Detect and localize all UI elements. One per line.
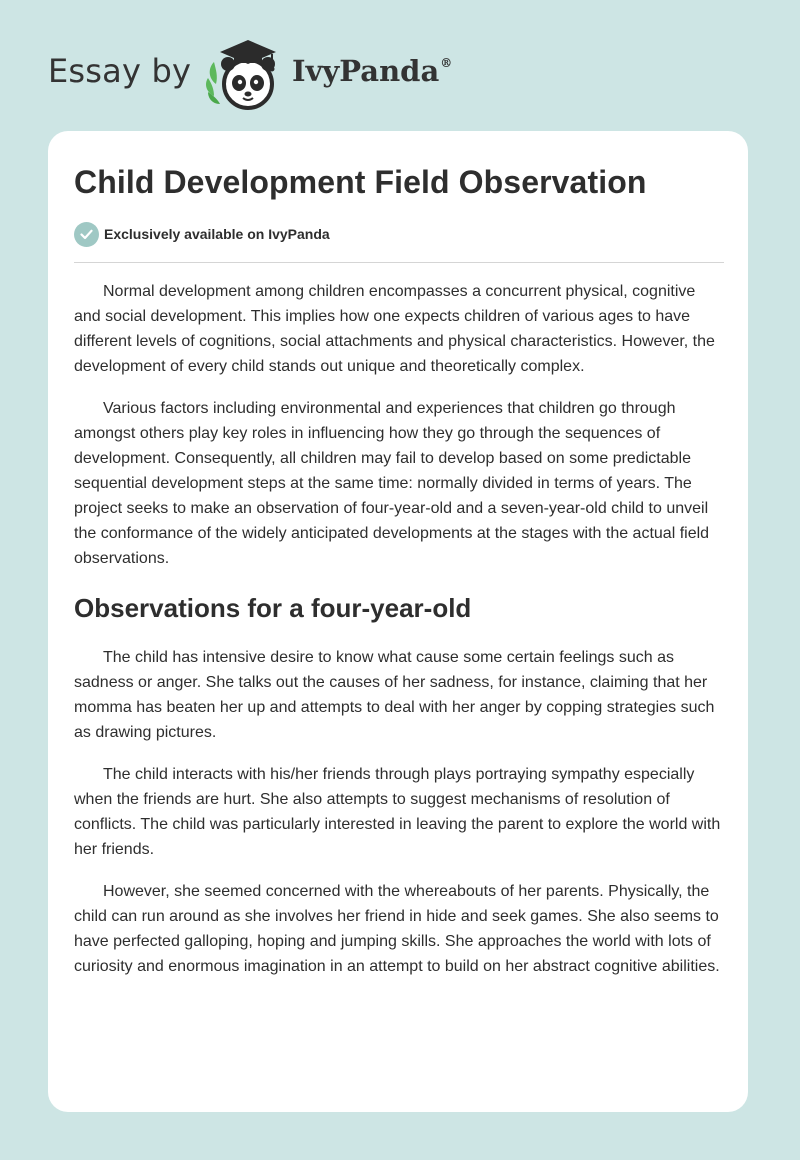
panda-graduate-icon[interactable]: [200, 34, 296, 112]
paragraph: Various factors including environmental and experiences that children go through amongst others play key roles in influencing how they go through the sequences of development. Consequently, all children may fail to develop based on some predictable sequential development steps at the same time: normally divided in terms of years. The project seeks to make an observation of four-year-old and a seven-year-old child to unveil the conformance of the widely anticipated developments at the stages with the actual field observations.: [74, 400, 710, 567]
paragraph: Normal development among children encompasses a concurrent physical, cognitive and social development. This implies how one expects children of various ages to have different levels of cognitions, social attachments and physical characteristics. However, the development of every child stands out unique and theoretically complex.: [74, 283, 715, 375]
page-title: Child Development Field Observation: [74, 164, 647, 200]
brand-name[interactable]: IvyPanda®: [292, 54, 453, 88]
badge-text: Exclusively available on IvyPanda: [104, 226, 330, 242]
essay-by-label: Essay by: [48, 52, 192, 90]
paragraph: The child interacts with his/her friends through plays portraying sympathy especially when the friends are hurt. She also attempts to suggest mechanisms of resolution of conflicts. The child was particularly interested in leaving the parent to explore the world with her friends.: [74, 766, 721, 858]
paragraph: The child has intensive desire to know what cause some certain feelings such as sadness or anger. She talks out the causes of her sadness, for instance, claiming that her momma has beaten her up and attempts to deal with her anger by copping strategies such as drawing pictures.: [74, 649, 715, 741]
site-header: [48, 34, 508, 114]
registered-mark: ®: [440, 56, 453, 70]
divider: [74, 262, 724, 263]
section-heading: Observations for a four-year-old: [74, 593, 472, 623]
exclusive-badge: [74, 221, 330, 247]
paragraph: However, she seemed concerned with the whereabouts of her parents. Physically, the child can run around as she involves her friend in hide and seek games. She also seems to have perfected galloping, hoping and jumping skills. She approaches the world with lots of curiosity and enormous imagination in an attempt to build on her abstract cognitive abilities.: [74, 883, 720, 975]
check-icon: [74, 222, 99, 247]
article-body: [74, 279, 724, 996]
article-card: [48, 131, 748, 1112]
